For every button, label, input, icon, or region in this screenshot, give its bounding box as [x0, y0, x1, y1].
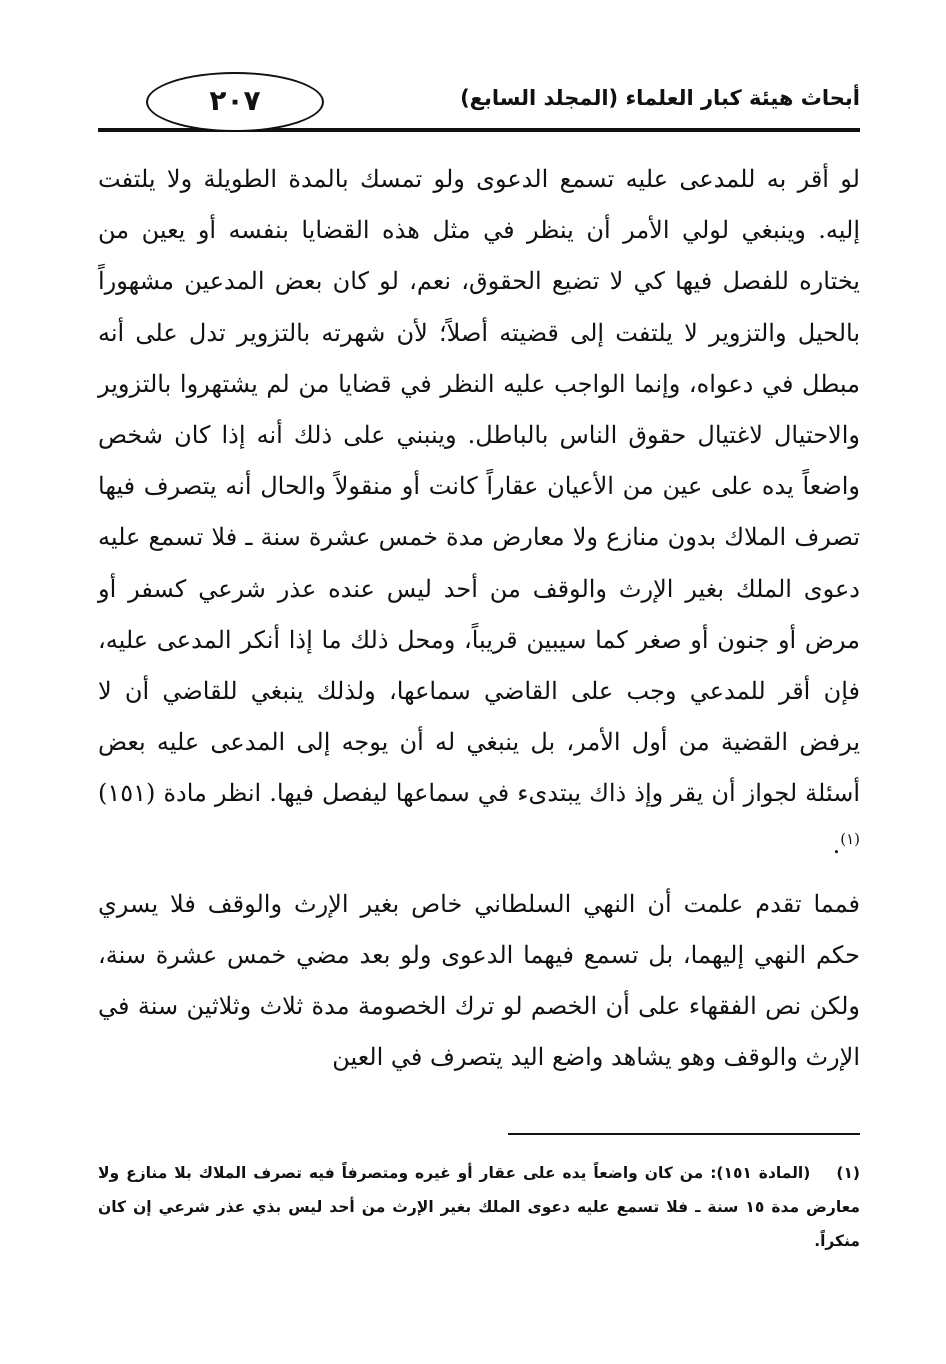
footnote [98, 1156, 860, 1258]
footnote-reference: (١) [840, 829, 860, 848]
footnote-text: (المادة ١٥١): من كان واضعاً يده على عقار أو غيره ومتصرفاً فيه تصرف الملاك بلا منازع ولا معارض مدة ١٥ سنة ـ فلا تسمع عليه دعوى الملك بغير الإرث من أحد ليس بذي عذر شرعي إن كان منكراً. [98, 1164, 860, 1250]
paragraph [98, 879, 860, 1084]
paragraph [98, 154, 860, 871]
page-number-oval [146, 72, 324, 132]
page-number: ٢٠٧ [209, 84, 261, 117]
paragraph-end-punctuation: . [832, 830, 841, 859]
page-header [98, 72, 860, 132]
paragraph-text: فمما تقدم علمت أن النهي السلطاني خاص بغير الإرث والوقف فلا يسري حكم النهي إليهما، بل تسمع فيهما الدعوى ولو بعد مضي خمس عشرة سنة، ولكن نص الفقهاء على أن الخصم لو ترك الخصومة مدة ثلاث وثلاثين سنة في الإرث والوقف وهو يشاهد واضع اليد يتصرف في العين [98, 889, 861, 1072]
footnote-marker: (١) [836, 1164, 860, 1182]
paragraph-text: لو أقر به للمدعى عليه تسمع الدعوى ولو تمسك بالمدة الطويلة ولا يلتفت إليه. وينبغي لولي الأمر أن ينظر في مثل هذه القضايا بنفسه أو يعين من يختاره للفصل فيها كي لا تضيع الحقوق، نعم، لو كان بعض المدعين مشهوراً بالحيل والتزوير لا يلتفت إلى قضيته أصلاً؛ لأن شهرته بالتزوير تدل على أنه مبطل في دعواه، وإنما الواجب عليه النظر في قضايا من لم يشتهروا بالتزوير والاحتيال لاغتيال حقوق الناس بالباطل. وينبني على ذلك أنه إذا كان شخص واضعاً يده على عين من الأعيان عقاراً كانت أو منقولاً والحال أنه يتصرف فيها تصرف الملاك بدون منازع ولا معارض مدة خمس عشرة سنة ـ فلا تسمع عليه دعوى الملك بغير الإرث والوقف من أحد ليس عنده عذر شرعي كسفر أو مرض أو جنون أو صغر كما سيبين قريباً، ومحل ذلك ما إذا أنكر المدعى عليه، فإن أقر للمدعي وجب على القاضي سماعها، ولذلك ينبغي للقاضي أن لا يرفض القضية من أول الأمر، بل ينبغي له أن يوجه إلى المدعى عليه بعض أسئلة لجواز أن يقر وإذ ذاك يبتدىء في سماعها ليفصل فيها. انظر مادة (١٥١) [98, 165, 860, 808]
body-text [98, 154, 860, 1084]
running-title: أبحاث هيئة كبار العلماء (المجلد السابع) [460, 86, 860, 110]
footnote-separator [508, 1133, 860, 1135]
